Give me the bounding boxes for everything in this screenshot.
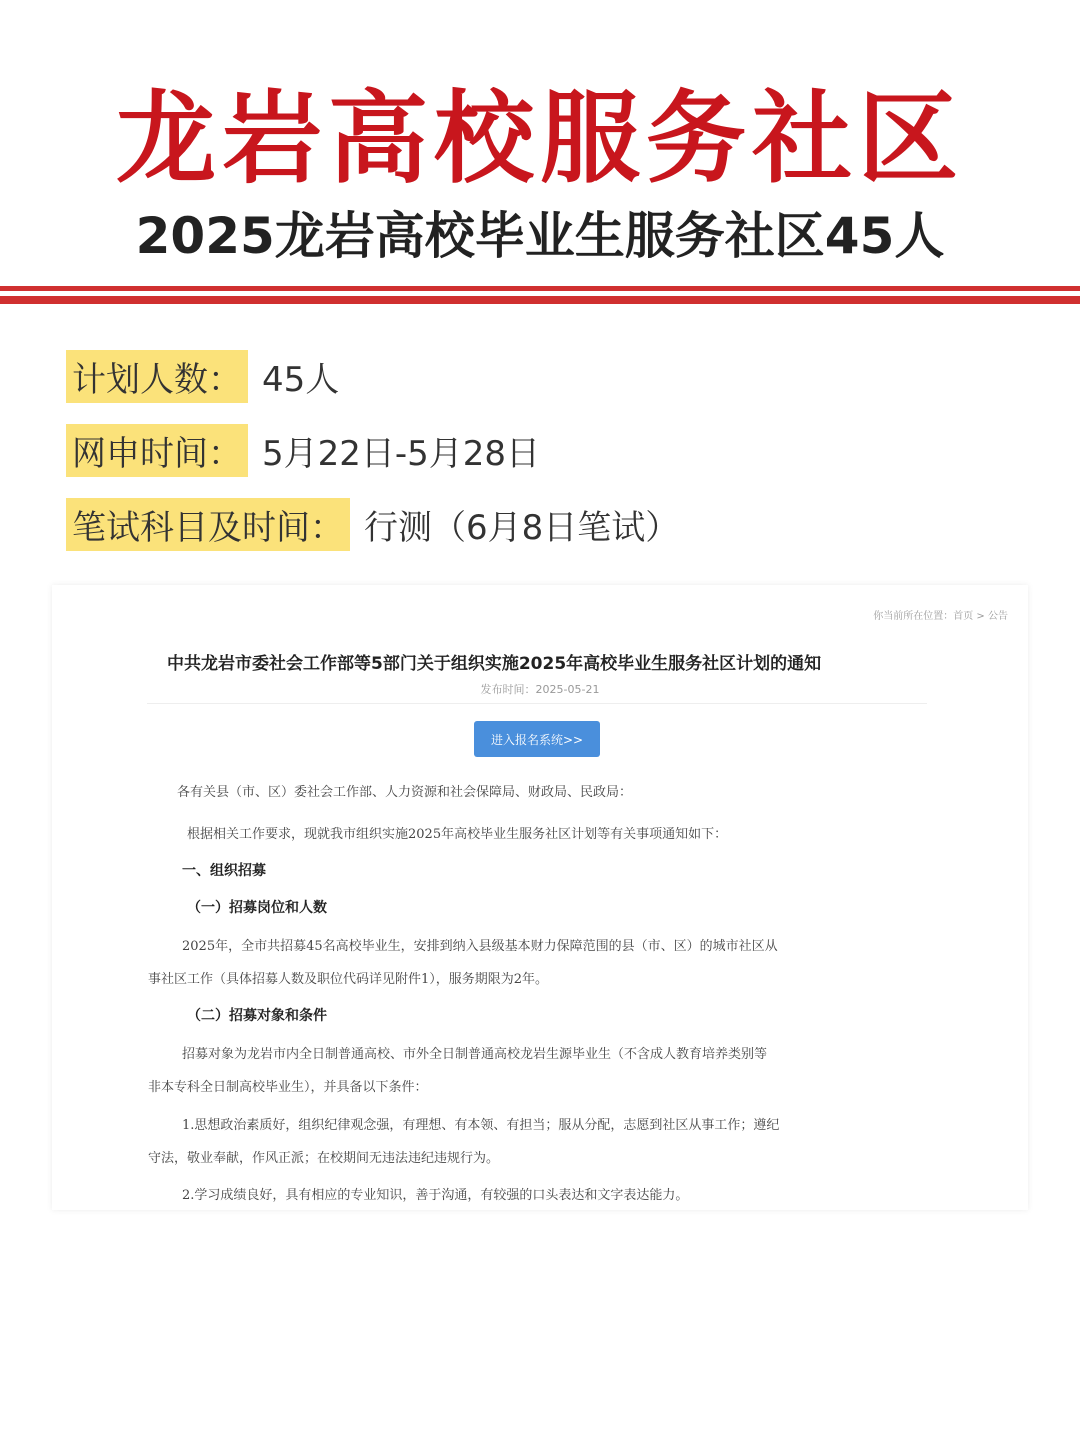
info-row-exam — [66, 498, 679, 551]
breadcrumb: 你当前所在位置：首页 > 公告 — [873, 611, 1008, 622]
info-value: 45人 — [262, 360, 340, 400]
paragraph: 事社区工作（具体招募人数及职位代码详见附件1），服务期限为2年。 — [148, 972, 549, 987]
section-heading: （一）招募岗位和人数 — [187, 900, 327, 916]
register-system-button[interactable]: 进入报名系统>> — [474, 721, 600, 757]
info-label: 笔试科目及时间： — [66, 498, 350, 551]
info-row-count — [66, 350, 339, 403]
paragraph: 2.学习成绩良好，具有相应的专业知识，善于沟通，有较强的口头表达和文字表达能力。 — [182, 1188, 689, 1203]
divider — [147, 703, 927, 704]
divider — [0, 286, 1080, 291]
paragraph: 各有关县（市、区）委社会工作部、人力资源和社会保障局、财政局、民政局： — [177, 785, 633, 800]
document-screenshot — [52, 585, 1028, 1210]
document-title: 中共龙岩市委社会工作部等5部门关于组织实施2025年高校毕业生服务社区计划的通知 — [167, 654, 822, 674]
page-subtitle: 2025龙岩高校毕业生服务社区45人 — [135, 207, 945, 265]
section-heading: 一、组织招募 — [182, 863, 266, 879]
info-value: 5月22日-5月28日 — [262, 434, 541, 474]
paragraph: 守法，敬业奉献，作风正派；在校期间无违法违纪违规行为。 — [148, 1151, 500, 1166]
section-heading: （二）招募对象和条件 — [187, 1008, 327, 1024]
paragraph: 2025年，全市共招募45名高校毕业生，安排到纳入县级基本财力保障范围的县（市、区）的城市社区从 — [182, 939, 778, 954]
page-title: 龙岩高校服务社区 — [116, 80, 964, 197]
paragraph: 招募对象为龙岩市内全日制普通高校、市外全日制普通高校龙岩生源毕业生（不含成人教育培养类别等 — [182, 1047, 768, 1062]
divider — [0, 296, 1080, 304]
paragraph: 1.思想政治素质好，组织纪律观念强，有理想、有本领、有担当；服从分配，志愿到社区从事工作；遵纪 — [182, 1118, 780, 1133]
info-row-apply-time — [66, 424, 540, 477]
info-value: 行测（6月8日笔试） — [364, 508, 680, 548]
paragraph: 非本专科全日制高校毕业生），并具备以下条件： — [148, 1080, 428, 1095]
paragraph: 根据相关工作要求，现就我市组织实施2025年高校毕业生服务社区计划等有关事项通知如下： — [187, 827, 728, 842]
info-label: 计划人数： — [66, 350, 248, 403]
info-label: 网申时间： — [66, 424, 248, 477]
publish-time: 发布时间：2025-05-21 — [480, 683, 600, 696]
